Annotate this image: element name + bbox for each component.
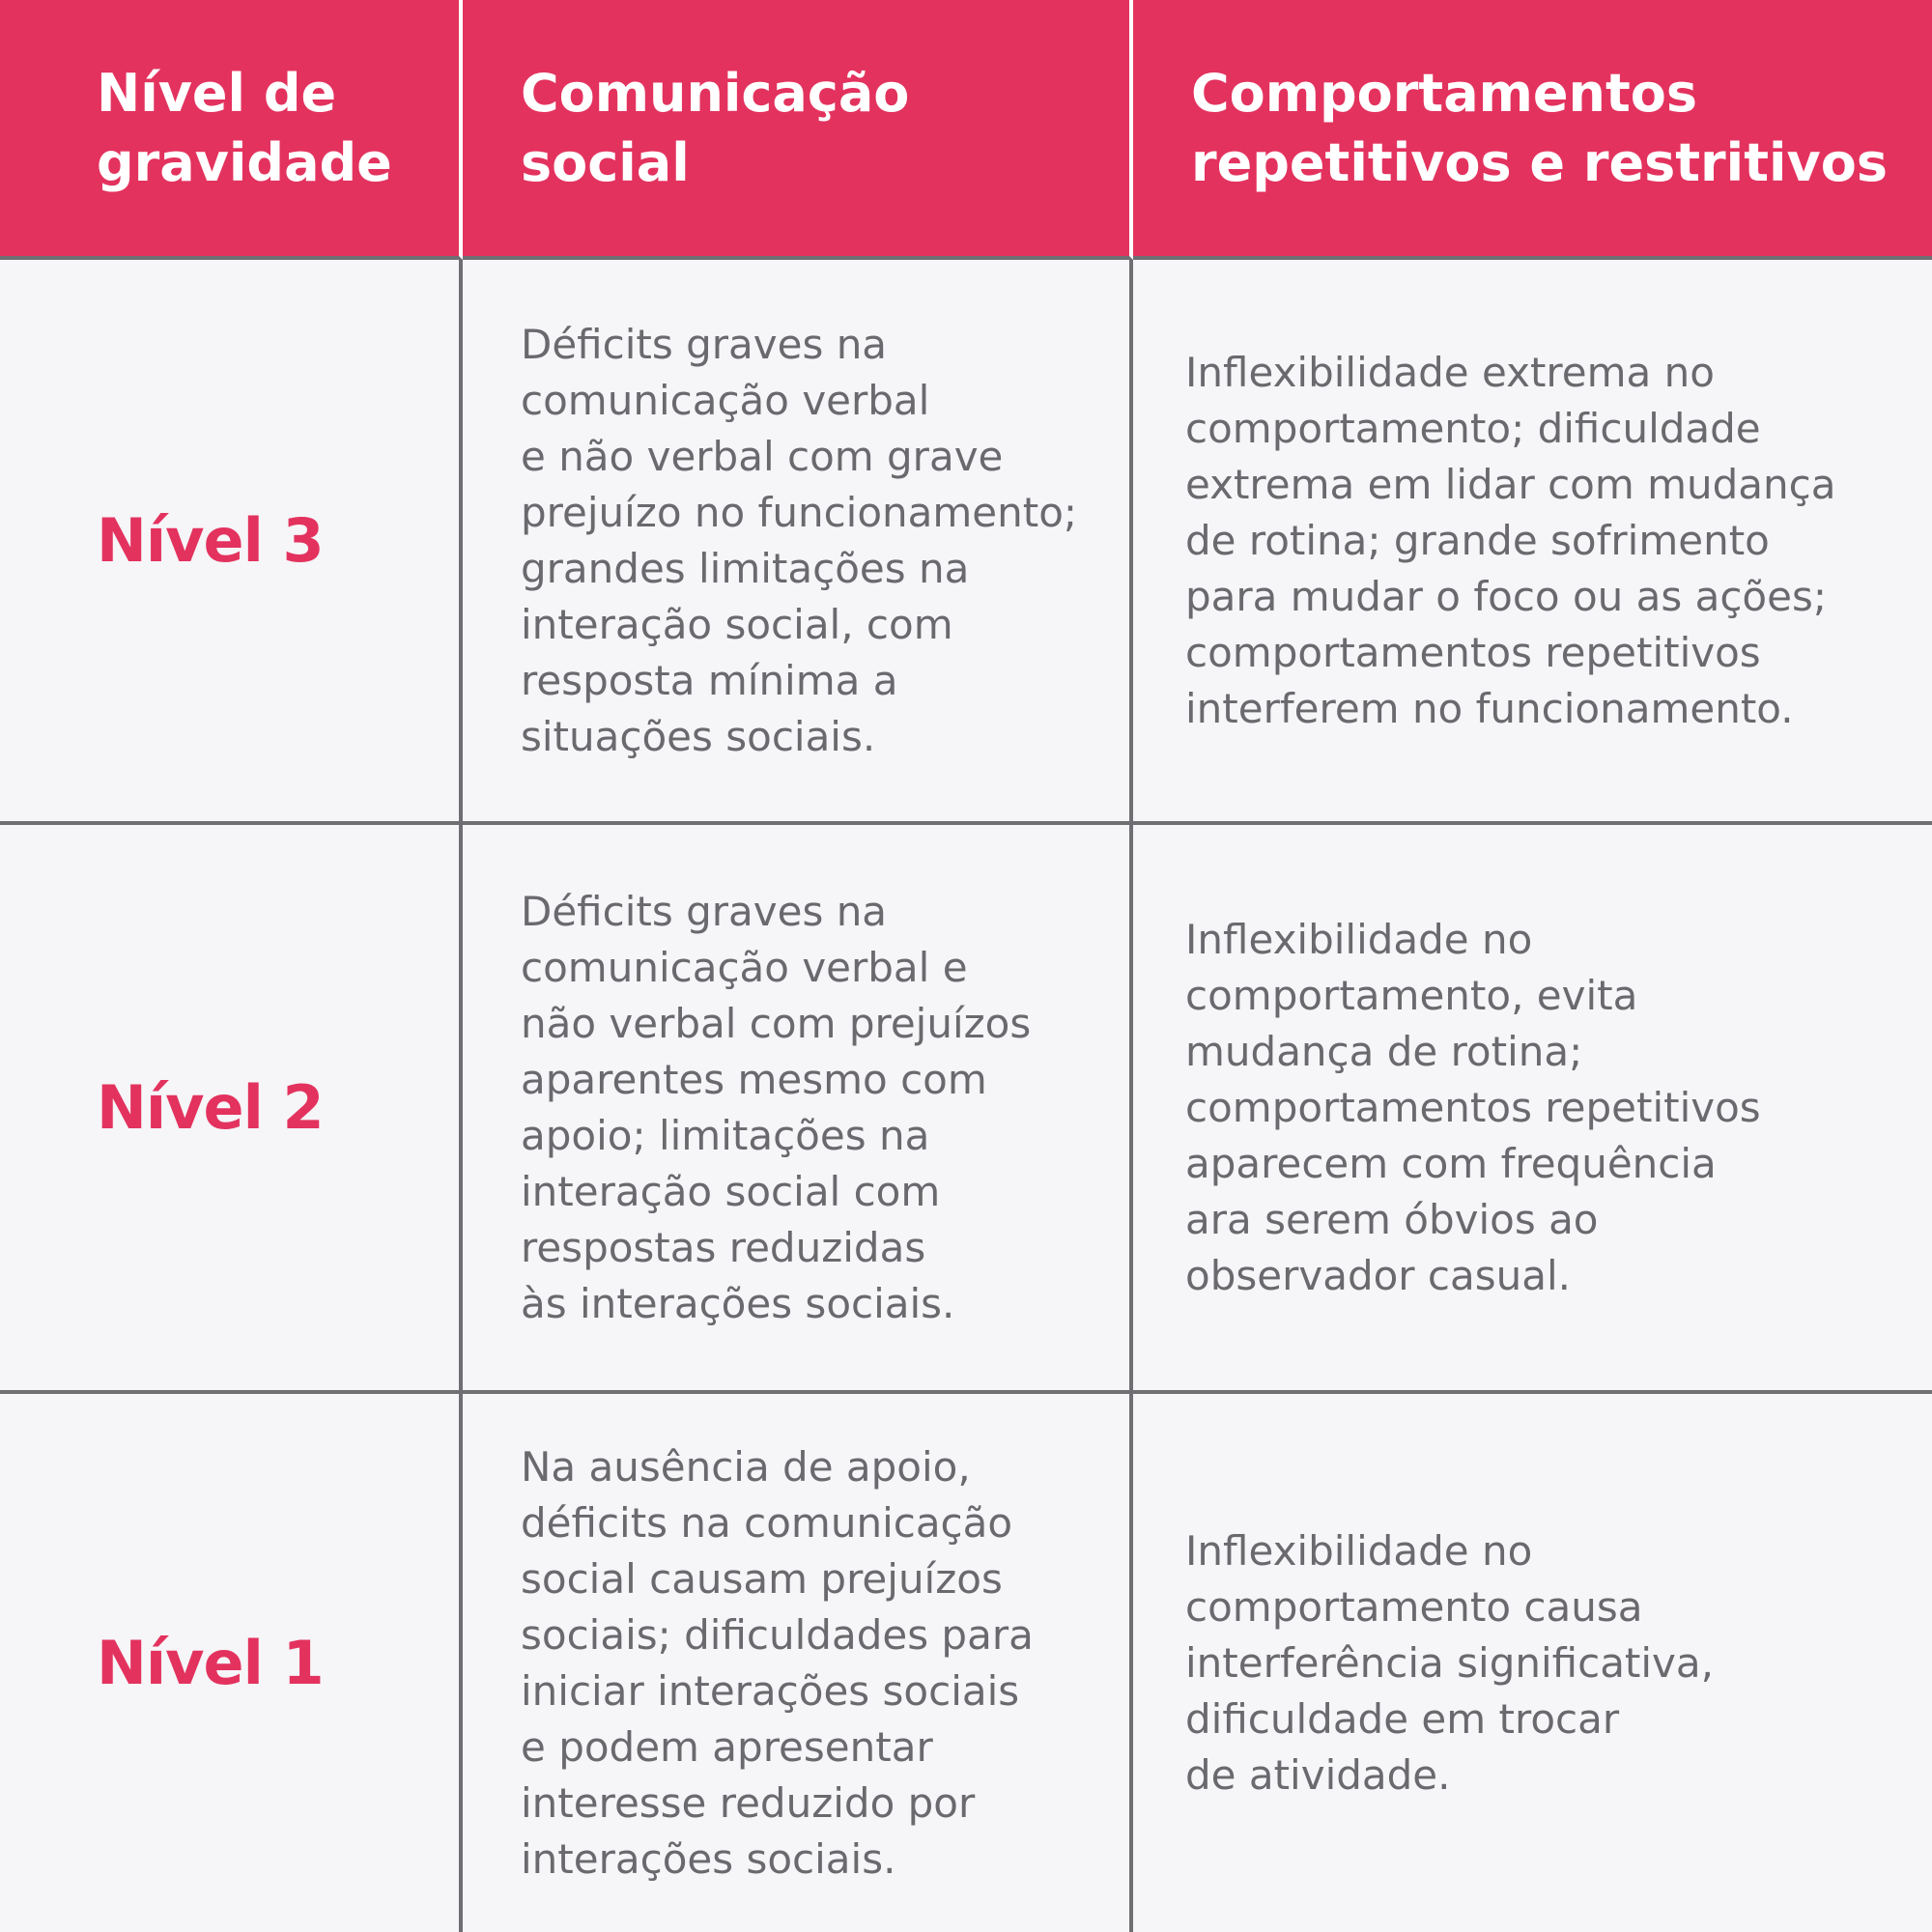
level-3-social-text: Déficits graves na comunicação verbal e não verbal com grave prejuízo no funcionamento; grandes limitações na interação social, com resposta mínima a situações sociais.: [521, 320, 1078, 760]
header-severity-level: Nível de gravidade: [0, 0, 463, 260]
row-level-2-label-cell: [0, 825, 463, 1394]
level-2-social-text: Déficits graves na comunicação verbal e não verbal com prejuízos aparentes mesmo com apoio; limitações na interação social com respostas reduzidas às interações sociais.: [521, 887, 1032, 1327]
row-level-1-label-cell: [0, 1394, 463, 1932]
level-3-label: Nível 3: [97, 504, 324, 576]
level-3-behavior-text: Inflexibilidade extrema no comportamento; dificuldade extrema em lidar com mudança de rotina; grande sofrimento para mudar o foco ou as ações; comportamentos repetitivos interferem no funcionamento.: [1185, 348, 1836, 732]
row-level-3-label-cell: [0, 260, 463, 825]
row-level-3-social-cell: [463, 260, 1133, 825]
level-1-social-text: Na ausência de apoio, déficits na comunicação social causam prejuízos sociais; dificuldades para iniciar interações sociais e podem apresentar interesse reduzido por interações sociais.: [521, 1442, 1034, 1883]
level-2-label: Nível 2: [97, 1071, 324, 1143]
header-repetitive-behaviors: Comportamentos repetitivos e restritivos: [1133, 0, 1932, 260]
level-1-label: Nível 1: [97, 1627, 324, 1698]
header-social-communication: Comunicação social: [463, 0, 1133, 260]
row-level-1-behavior-cell: [1133, 1394, 1932, 1932]
level-2-behavior-text: Inflexibilidade no comportamento, evita mudança de rotina; comportamentos repetitivos aparecem com frequência ara serem óbvios ao observador casual.: [1185, 915, 1761, 1299]
row-level-3-behavior-cell: [1133, 260, 1932, 825]
row-level-2-behavior-cell: [1133, 825, 1932, 1394]
row-level-2-social-cell: [463, 825, 1133, 1394]
row-level-1-social-cell: [463, 1394, 1133, 1932]
level-1-behavior-text: Inflexibilidade no comportamento causa interferência significativa, dificuldade em trocar de atividade.: [1185, 1526, 1715, 1799]
